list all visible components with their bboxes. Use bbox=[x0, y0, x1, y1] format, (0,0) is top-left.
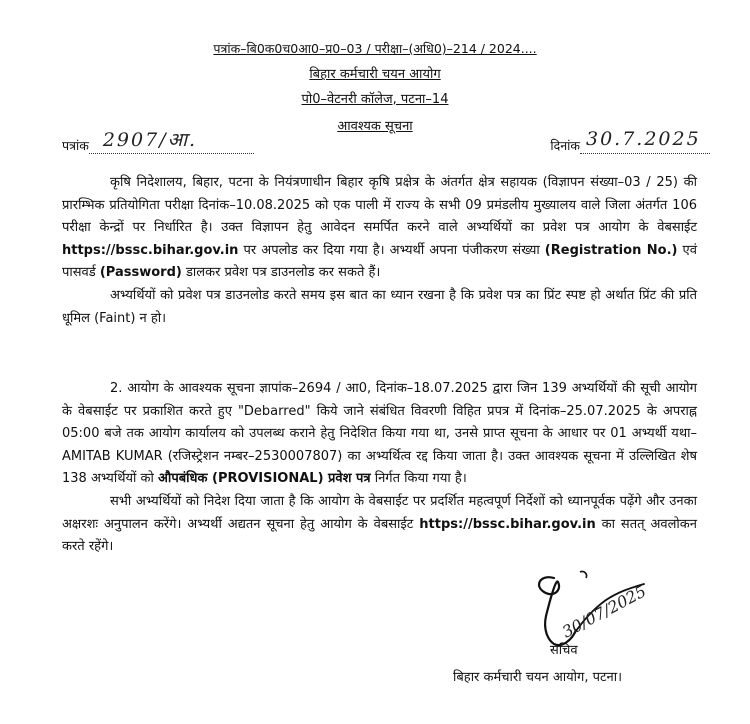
letter-reference-row bbox=[62, 128, 702, 162]
organization-address: पो0–वेटनरी कॉलेज, पटना–14 bbox=[301, 92, 449, 107]
password-term: (Password) bbox=[99, 265, 182, 281]
para1-text-b: पर अपलोड कर दिया गया है। अभ्यर्थी अपना पंजीकरण संख्या bbox=[238, 242, 545, 258]
paragraph-1 bbox=[62, 172, 697, 285]
signature-icon bbox=[510, 560, 660, 655]
website-link-2[interactable]: https://bssc.bihar.gov.in bbox=[419, 516, 596, 532]
signature-date: 30/07/2025 bbox=[558, 581, 650, 642]
para2-text-b: निर्गत किया गया है। bbox=[370, 471, 467, 487]
registration-no-term: (Registration No.) bbox=[544, 242, 678, 258]
paragraph-debarred bbox=[62, 378, 697, 559]
para1-text-c: एवं पासवर्ड bbox=[62, 242, 697, 281]
letter-number-handwritten: 2907/आ. bbox=[102, 129, 198, 151]
secretary-signature bbox=[510, 560, 660, 655]
para2-text-a: 2. आयोग के आवश्यक सूचना ज्ञापांक–2694 / आ0, दिनांक–18.07.2025 द्वारा जिन 139 अभ्यर्थियों की सूची आयोग के वेबसाईट पर प्रकाशित करते हुए "Debarred" किये जाने संबंधित विवरणी विहित प्रपत्र में दिनांक–25.07.2025 के अपराह्न 05:00 बजे तक आयोग कार्यालय को उपलब्ध कराने हेतु निदेशित किया गया था, उनसे प्राप्त सूचना के आधार पर 01 अभ्यर्थी यथा–AMITAB KUMAR (रजिस्ट्रेशन नम्बर–2530007807) का अभ्यर्थित्व रद्द किया जाता है। उक्त आवश्यक सूचना में उल्लिखित शेष 138 अभ्यर्थियों को bbox=[62, 381, 697, 487]
para1-text-d: डालकर प्रवेश पत्र डाउनलोड कर सकते हैं। bbox=[181, 265, 381, 281]
letter-number-field bbox=[62, 129, 254, 154]
date-label: दिनांक bbox=[550, 138, 580, 153]
para3-text-a: सभी अभ्यर्थियों को निदेश दिया जाता है कि आयोग के वेबसाईट पर प्रदर्शित महत्वपूर्ण निर्देशों को ध्यानपूर्वक पढ़ेंगे और उनका अक्षरशः अनुपालन करेंगे। अभ्यर्थी अद्यतन सूचना हेतु आयोग के वेबसाईट bbox=[62, 493, 697, 532]
organization-name: बिहार कर्मचारी चयन आयोग bbox=[309, 67, 441, 82]
letter-number-label: पत्रांक bbox=[62, 138, 89, 153]
para3-text-b: का सतत् अवलोकन करते रहेंगे। bbox=[62, 516, 698, 555]
para1-text-a: कृषि निदेशालय, बिहार, पटना के नियंत्रणाधीन बिहार कृषि प्रक्षेत्र के अंतर्गत क्षेत्र सहायक (विज्ञापन संख्या–03 / 25) की प्रारम्भिक प्रतियोगिता परीक्षा दिनांक–10.08.2025 को एक पाली में राज्य के सभी 09 प्रमंडलीय मुख्यालय वाले जिला अंतर्गत 106 परीक्षा केन्द्रों पर निर्धारित है। उक्त विज्ञापन हेतु आवेदन समर्पित करने वाले अभ्यर्थियों का प्रवेश पत्र आयोग के वेबसाईट bbox=[62, 175, 697, 236]
date-field bbox=[550, 128, 710, 154]
paragraph-3 bbox=[62, 491, 697, 559]
designation: सचिव bbox=[550, 643, 578, 658]
paragraph-1b: अभ्यर्थियों को प्रवेश पत्र डाउनलोड करते समय इस बात का ध्यान रखना है कि प्रवेश पत्र का प्रिंट स्पष्ट हो अर्थात प्रिंट की प्रति धूमिल (Faint) न हो। bbox=[62, 287, 697, 326]
office-name: बिहार कर्मचारी चयन आयोग, पटना। bbox=[453, 670, 623, 685]
date-handwritten: 30.7.2025 bbox=[586, 128, 701, 150]
website-link[interactable]: https://bssc.bihar.gov.in bbox=[62, 242, 239, 258]
paragraph-admit-card bbox=[62, 172, 697, 330]
notice-title: आवश्यक सूचना bbox=[337, 119, 413, 134]
reference-line: पत्रांक–बि0क0च0आ0–प्र0–03 / परीक्षा–(अधि0)–214 / 2024.... bbox=[213, 41, 537, 56]
paragraph-2 bbox=[62, 378, 697, 491]
provisional-admit-card-term: औपबंधिक (PROVISIONAL) प्रवेश पत्र bbox=[158, 471, 371, 487]
